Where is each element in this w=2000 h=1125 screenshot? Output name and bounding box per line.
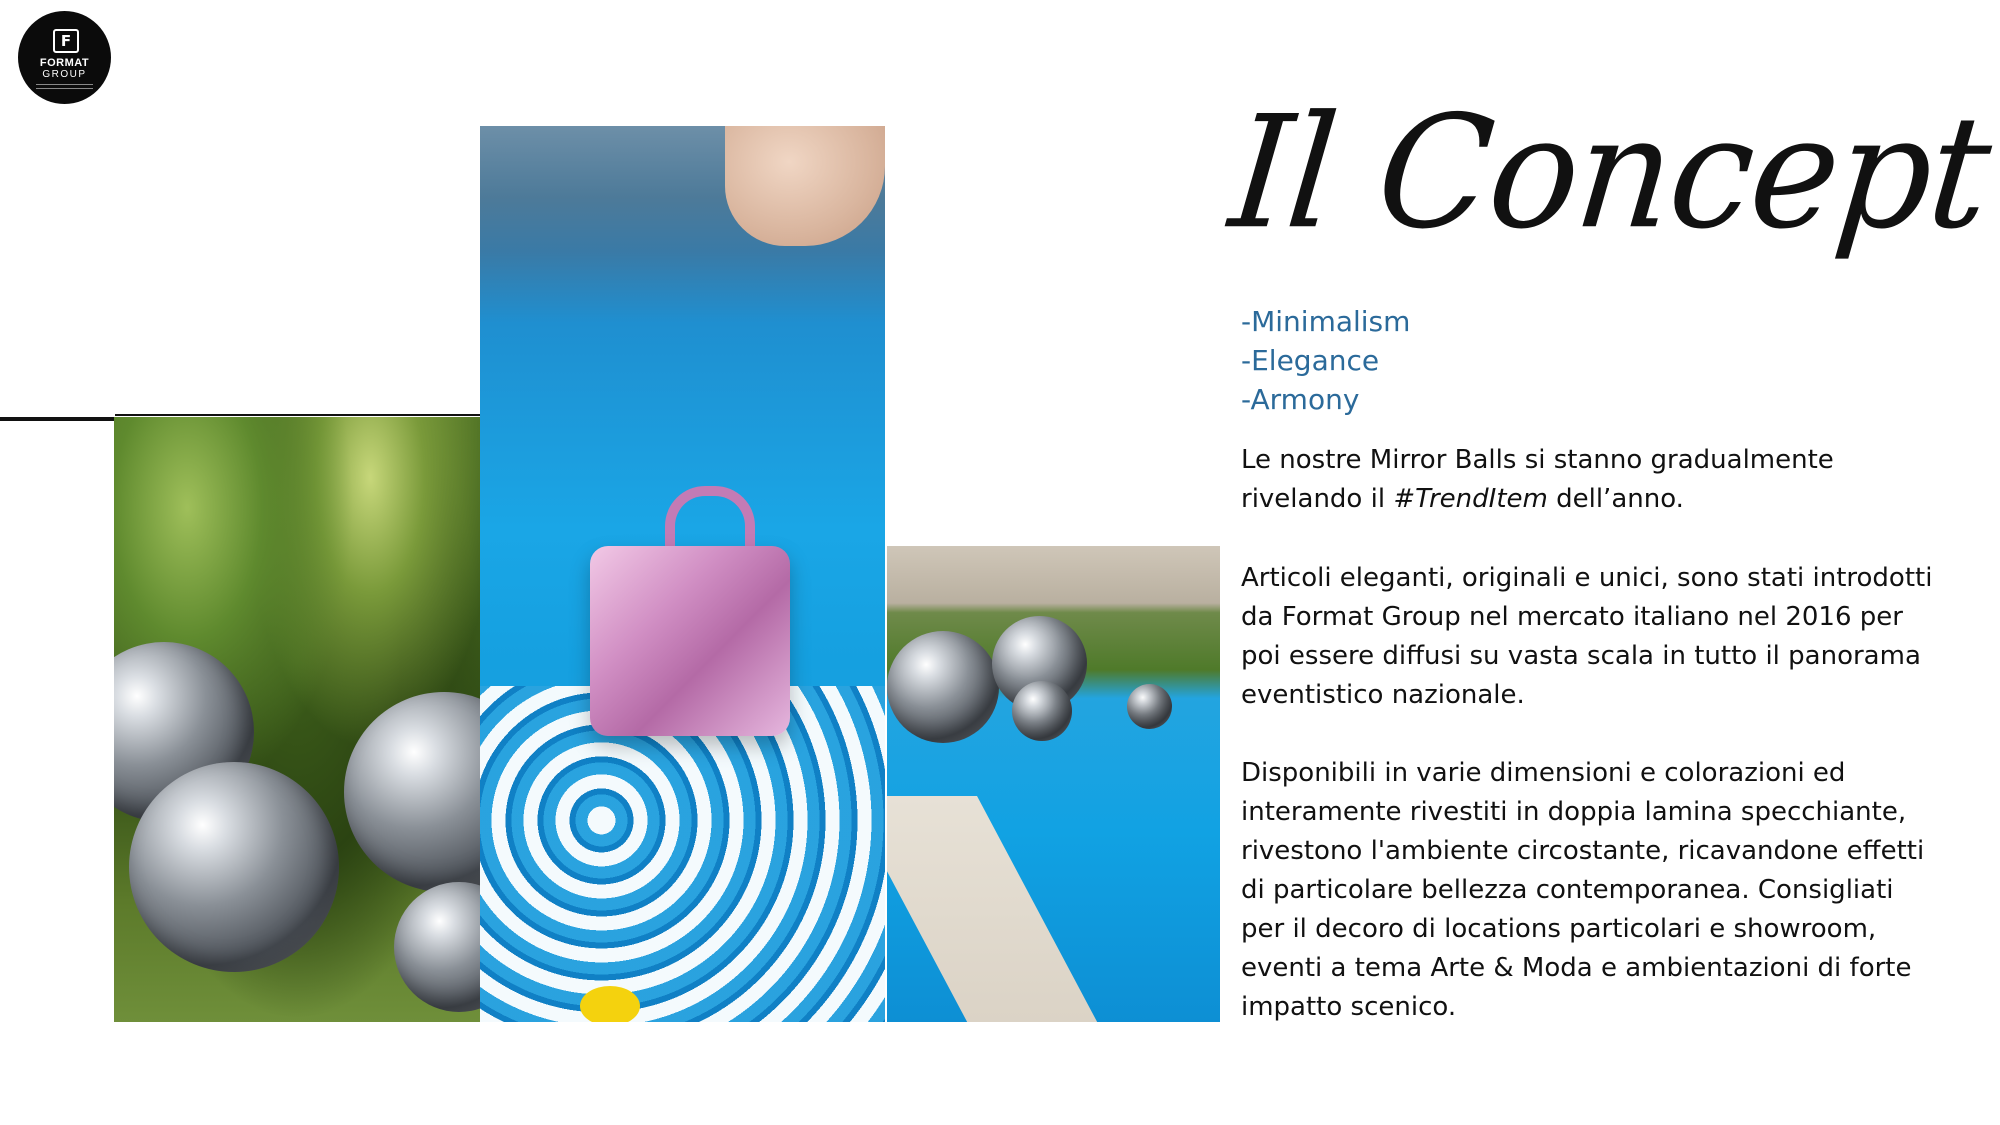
accent-line [0, 417, 115, 421]
mirror-ball [344, 692, 480, 892]
concept-keywords [1241, 302, 1410, 419]
intro-text: Le nostre Mirror Balls si stanno gradualmente rivelando il [1241, 445, 1834, 514]
mirror-ball [394, 882, 480, 1012]
mirror-ball [1012, 681, 1072, 741]
photo-mirror-balls-pool [887, 546, 1220, 1022]
details-paragraph: Disponibili in varie dimensioni e colorazioni ed interamente rivestiti in doppia lamina specchiante, rivestono l'ambiente circostante, ricavandone effetti di particolare bellezza contemporanea. Consigliati per il decoro di locations particolari e showroom, eventi a tema Arte & Moda e ambientazioni di forte impatto scenico. [1241, 758, 1925, 1022]
page-title: Il Concept [1223, 82, 1997, 264]
metallic-bag [590, 546, 790, 736]
mirror-ball [887, 631, 999, 743]
keyword-elegance: -Elegance [1241, 344, 1380, 377]
mirror-ball [1127, 684, 1172, 729]
trend-item-hashtag: #TrendItem [1393, 484, 1548, 514]
accent-line-thin [115, 414, 480, 416]
history-paragraph: Articoli eleganti, originali e unici, sono stati introdotti da Format Group nel mercato italiano nel 2016 per poi essere diffusi su vasta scala in tutto il panorama eventistico nazionale. [1241, 563, 1933, 710]
logo-word-format: FORMAT [39, 57, 90, 69]
photo-blue-dress-bag [480, 126, 885, 1022]
yellow-flower [580, 986, 640, 1022]
mirror-ball [129, 762, 339, 972]
intro-paragraph [1241, 441, 1941, 519]
patterned-cushion [480, 686, 885, 1022]
logo-tagline-rule [36, 84, 93, 89]
logo-word-group: GROUP [42, 69, 87, 80]
logo-mark-icon: F [53, 29, 79, 53]
photo-mirror-balls-garden [114, 417, 480, 1022]
intro-text-end: dell’anno. [1547, 484, 1684, 514]
format-group-logo [18, 11, 111, 104]
pool-edge [887, 796, 1147, 1022]
shoulder [725, 126, 885, 246]
keyword-armony: -Armony [1241, 383, 1360, 416]
keyword-minimalism: -Minimalism [1241, 305, 1411, 338]
